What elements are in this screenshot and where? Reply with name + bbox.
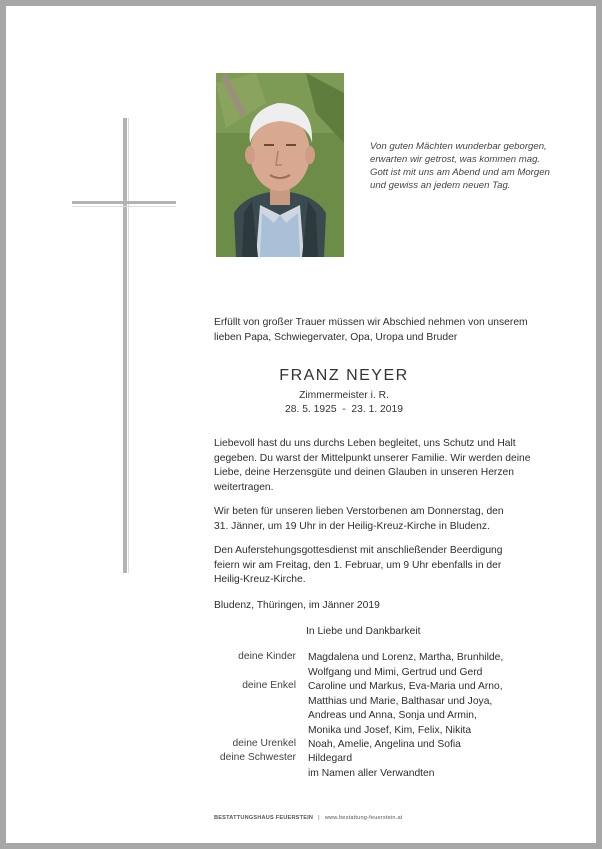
tribute-line: Liebe, deine Herzensgüte und deinen Glauben in unseren Herzen: [214, 467, 514, 478]
obituary-page: [6, 6, 596, 843]
footer: [214, 815, 403, 821]
children-names: [308, 651, 503, 680]
deceased-name: FRANZ NEYER: [279, 367, 409, 384]
cross-vertical-bar: [123, 118, 127, 573]
tribute-line: Liebevoll hast du uns durchs Leben begleitet, uns Schutz und Halt: [214, 438, 516, 449]
relatives-line: im Namen aller Verwandten: [308, 768, 435, 779]
children-line: Magdalena und Lorenz, Martha, Brunhilde,: [308, 652, 504, 663]
funeral-line: Heilig-Kreuz-Kirche.: [214, 574, 306, 585]
tribute-paragraph: [214, 437, 554, 495]
grandchildren-line: Caroline und Markus, Eva-Maria und Arno,: [308, 681, 503, 692]
cross-horizontal-shadow: [72, 206, 176, 207]
cross-vertical-shadow: [128, 118, 129, 573]
quote-line: erwarten wir getrost, was kommen mag.: [370, 154, 541, 165]
funeral-home-name: BESTATTUNGSHAUS FEUERSTEIN: [214, 815, 314, 821]
funeral-home-url: www.bestattung-feuerstein.at: [324, 815, 403, 821]
grandchildren-names: [308, 680, 503, 738]
children-line: Wolfgang und Mimi, Gertrud und Gerd: [308, 666, 483, 678]
funeral-paragraph: [214, 544, 554, 588]
quote-line: und gewiss an jedem neuen Tag.: [370, 180, 511, 191]
footer-separator: |: [318, 815, 320, 821]
quote-line: Von guten Mächten wunderbar geborgen,: [370, 141, 547, 152]
portrait-photo: [216, 73, 344, 257]
prayer-paragraph: [214, 505, 554, 534]
grandchildren-label: deine Enkel: [242, 680, 296, 691]
grandchildren-line: Matthias und Marie, Balthasar und Joya,: [308, 695, 493, 707]
funeral-line: feiern wir am Freitag, den 1. Februar, um 9 Uhr ebenfalls in der: [214, 559, 502, 571]
love-line: In Liebe und Dankbarkeit: [306, 626, 421, 637]
sister-name: Hildegard: [308, 753, 353, 764]
children-label: deine Kinder: [238, 651, 296, 662]
quote-line: Gott ist mit uns am Abend und am Morgen: [370, 167, 550, 178]
intro-line: lieben Papa, Schwiegervater, Opa, Uropa und Bruder: [214, 331, 458, 343]
life-dates: 28. 5. 1925 - 23. 1. 2019: [285, 404, 403, 415]
grandchildren-line: Andreas und Anna, Sonja und Armin,: [308, 710, 477, 721]
funeral-line: Den Auferstehungsgottesdienst mit anschließender Beerdigung: [214, 545, 503, 556]
prayer-line: 31. Jänner, um 19 Uhr in der Heilig-Kreuz-Kirche in Bludenz.: [214, 520, 490, 532]
grandchildren-line: Monika und Josef, Kim, Felix, Nikita: [308, 724, 472, 736]
cross-horizontal-bar: [72, 201, 176, 204]
prayer-line: Wir beten für unseren lieben Verstorbenen am Donnerstag, den: [214, 506, 504, 517]
great-grandchildren-label: deine Urenkel: [232, 738, 296, 749]
intro-line: Erfüllt von großer Trauer müssen wir Abschied nehmen von unserem: [214, 317, 528, 328]
great-grandchildren-names: Noah, Amelie, Angelina und Sofia: [308, 739, 461, 750]
place-date: Bludenz, Thüringen, im Jänner 2019: [214, 600, 380, 611]
tribute-line: weitertragen.: [214, 481, 274, 493]
intro-paragraph: [214, 316, 554, 345]
sister-label: deine Schwester: [219, 752, 296, 763]
tribute-line: gegeben. Du warst der Mittelpunkt unserer Familie. Wir werden deine: [214, 452, 531, 464]
deceased-title: Zimmermeister i. R.: [299, 390, 389, 401]
quote-block: [370, 140, 570, 192]
